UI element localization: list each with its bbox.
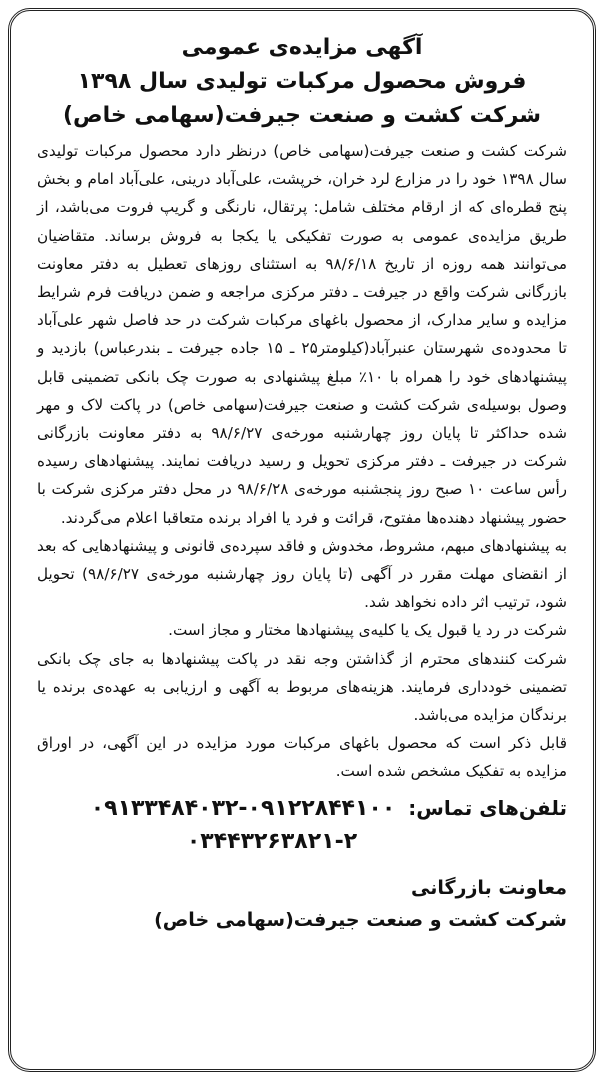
signature-dept: معاونت بازرگانی <box>411 876 567 899</box>
paragraph-rights: شرکت در رد یا قبول یک یا کلیه‌ی پیشنهادها مختار و مجاز است. <box>168 621 567 640</box>
paragraph-rejection: به پیشنهادهای مبهم، مشروط، مخدوش و فاقد سپرده‌ی قانونی و پیشنهادهایی که بعد از انقضای مهلت مقرر در آگهی (تا پایان روز چهارشنبه مورخه‌ی ۹۸/۶/۲۷) تحویل شود، ترتیب اثر داده نخواهد شد. <box>37 536 567 612</box>
phone-landline: ۰۳۴۴۳۲۶۳۸۲۱-۲ <box>186 828 358 854</box>
paragraph-costs: شرکت کنندهای محترم از گذاشتن وجه نقد در پاکت پیشنهادها به جای چک بانکی تضمینی خودداری فرمایند. هزینه‌های مربوط به آگهی و ارزیابی به عهده‌ی برنده یا برندگان مزایده می‌باشد. <box>37 649 567 725</box>
notice-subtitle: فروش محصول مرکبات تولیدی سال ۱۳۹۸ <box>77 69 527 94</box>
contact-phones <box>37 792 567 858</box>
contact-label: تلفن‌های تماس: <box>408 795 567 820</box>
company-name: شرکت کشت و صنعت جیرفت(سهامی خاص) <box>62 103 542 128</box>
paragraph-main: شرکت کشت و صنعت جیرفت(سهامی خاص) درنظر دارد محصول مرکبات تولیدی سال ۱۳۹۸ خود را در مزارع لرد خران، خرپشت، علی‌آباد درینی، علی‌آباد امام و بخش پنج قطره‌ای که از ارقام مختلف شامل: پرتقال، نارنگی و گریپ فروت می‌باشد، از طریق مزایده‌ی عمومی به صورت تفکیکی یا یکجا به فروش برساند. متقاضیان می‌توانند همه روزه از تاریخ ۹۸/۶/۱۸ به استثنای روزهای تعطیل به دفتر معاونت بازرگانی شرکت واقع در جیرفت ـ دفتر مرکزی مراجعه و ضمن دریافت فرم شرایط مزایده و سایر مدارک، از محصول باغهای مرکبات شرکت در حد فاصل شهر علی‌آباد تا محدوده‌ی شهرستان عنبرآباد(کیلومتر۲۵ ـ ۱۵ جاده جیرفت ـ بندرعباس) بازدید و پیشنهادهای خود را همراه با ۱۰٪ مبلغ پیشنهادی به صورت چک بانکی تضمینی قابل وصول بوسیله‌ی شرکت کشت و صنعت جیرفت(سهامی خاص) در پاکت لاک و مهر شده حداکثر تا پایان روز چهارشنبه مورخه‌ی ۹۸/۶/۲۷ به دفتر معاونت بازرگانی شرکت در جیرفت ـ دفتر مرکزی تحویل و رسید دریافت نمایند. پیشنهادهای رسیده رأس ساعت ۱۰ صبح روز پنجشنبه مورخه‌ی ۹۸/۶/۲۸ در محل دفتر مرکزی شرکت با حضور پیشنهاد دهنده‌ها مفتوح، قرائت و فرد یا افراد برنده متعاقبا اعلام می‌گردند. <box>37 142 568 527</box>
signature-block <box>37 872 567 936</box>
paragraph-note: قابل ذکر است که محصول باغهای مرکبات مورد مزایده در این آگهی، در اوراق مزایده به تفکیک مشخص شده است. <box>37 734 567 781</box>
notice-frame <box>8 8 596 1072</box>
signature-company: شرکت کشت و صنعت جیرفت(سهامی خاص) <box>154 908 567 931</box>
notice-body <box>37 137 567 786</box>
notice-content <box>11 11 593 946</box>
notice-title: آگهی مزایده‌ی عمومی <box>181 35 423 60</box>
phone-mobile: ۰۹۱۳۳۴۸۴۰۳۲-۰۹۱۲۲۸۴۴۱۰۰ <box>90 795 396 821</box>
